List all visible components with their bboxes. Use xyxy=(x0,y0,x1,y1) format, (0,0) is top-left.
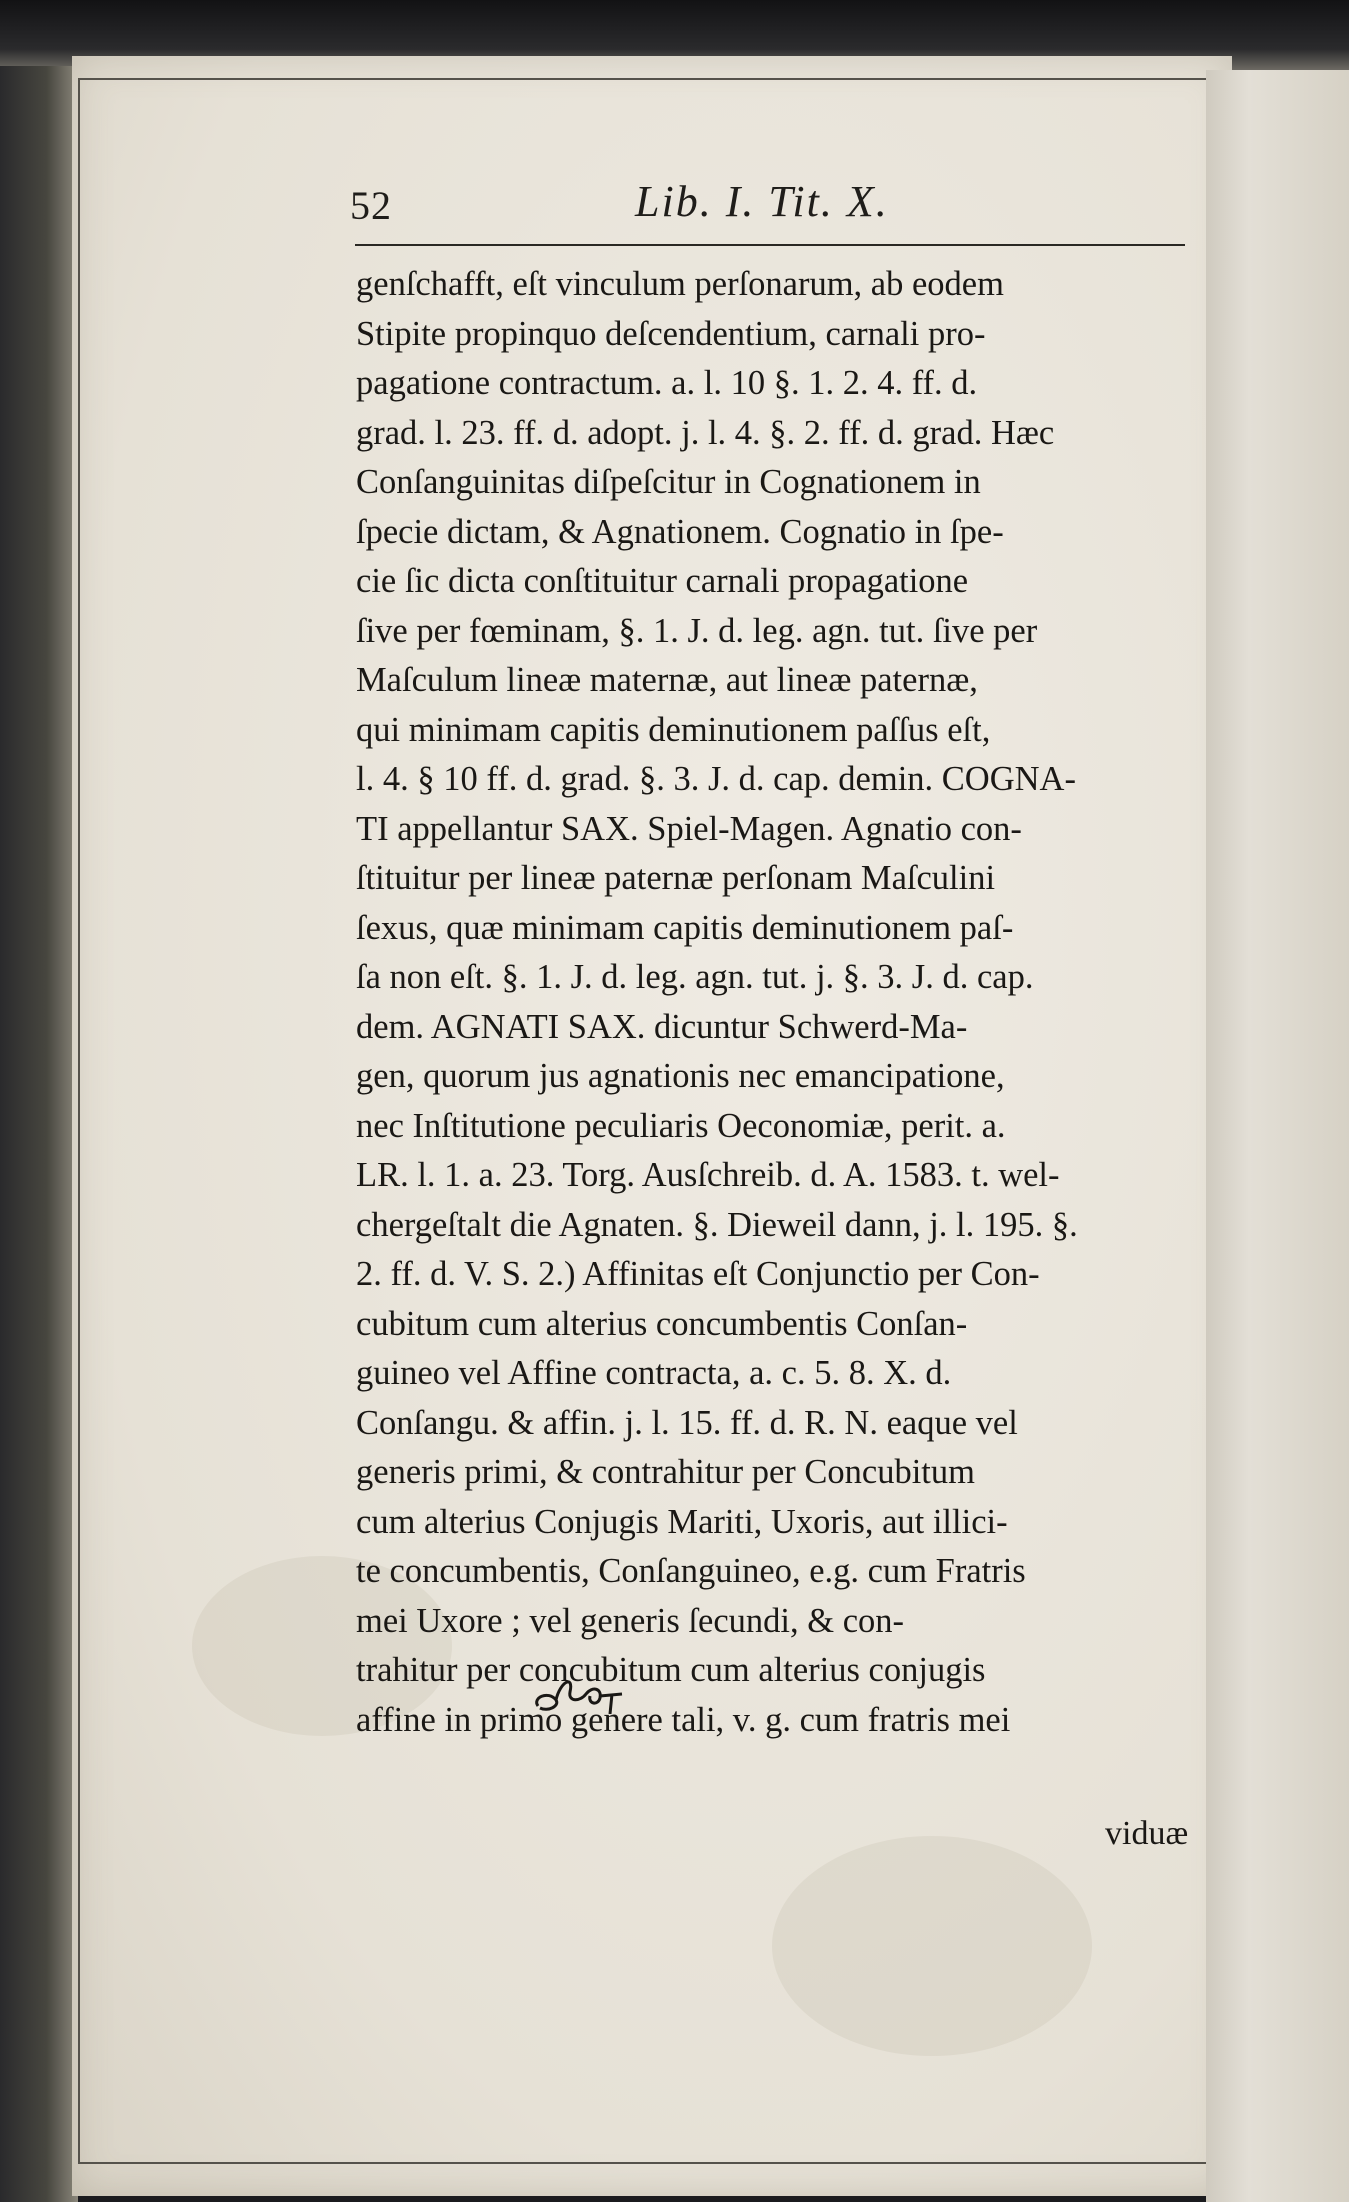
text-line: Conſanguinitas diſpeſcitur in Cognationem in xyxy=(356,463,981,501)
abbreviation-glyph-icon xyxy=(530,1668,630,1718)
text-line: ſexus, quæ minimam capitis deminutionem paſ- xyxy=(356,908,1014,947)
text-line: cubitum cum alterius concumbentis Conſan- xyxy=(356,1304,968,1343)
text-line: te concumbentis, Conſanguineo, e.g. cum Fratris xyxy=(356,1552,1026,1590)
text-line: affine in primo genere tali, v. g. cum fratris mei xyxy=(356,1700,1011,1739)
text-line: ſtituitur per lineæ paternæ perſonam Maſculini xyxy=(356,859,996,897)
text-line: dem. AGNATI SAX. dicuntur Schwerd-Ma- xyxy=(356,1007,968,1046)
text-line: Maſculum lineæ maternæ, aut lineæ paternæ, xyxy=(356,661,978,699)
next-page-edge xyxy=(1206,70,1349,2202)
text-line: Conſangu. & affin. j. l. 15. ff. d. R. N. eaque vel xyxy=(356,1403,1018,1442)
text-line: LR. l. 1. a. 23. Torg. Ausſchreib. d. A. 1583. t. wel- xyxy=(356,1156,1060,1194)
text-line: cum alterius Conjugis Mariti, Uxoris, aut illici- xyxy=(356,1502,1008,1541)
text-line: ſpecie dictam, & Agnationem. Cognatio in ſpe- xyxy=(356,512,1004,551)
page-number: 52 xyxy=(350,183,392,228)
text-line: TI appellantur SAX. Spiel-Magen. Agnatio con- xyxy=(356,809,1022,848)
text-line: nec Inſtitutione peculiaris Oeconomiæ, perit. a. xyxy=(356,1106,1006,1145)
text-line: genſchafft, eſt vinculum perſonarum, ab eodem xyxy=(356,265,1004,303)
text-line: ſive per fœminam, §. 1. J. d. leg. agn. tut. ſive per xyxy=(356,611,1038,650)
text-line: gen, quorum jus agnationis nec emancipatione, xyxy=(356,1057,1005,1095)
text-line: l. 4. § 10 ff. d. grad. §. 3. J. d. cap. demin. COGNA- xyxy=(356,760,1076,798)
text-line: qui minimam capitis deminutionem paſſus eſt, xyxy=(356,710,991,749)
text-line: mei Uxore ; vel generis ſecundi, & con- xyxy=(356,1601,904,1640)
text-line: 2. ff. d. V. S. 2.) Affinitas eſt Conjunctio per Con- xyxy=(356,1255,1040,1293)
page-header xyxy=(350,172,1210,228)
header-rule xyxy=(355,244,1185,246)
text-line: trahitur per concubitum cum alterius conjugis xyxy=(356,1651,986,1689)
text-line: generis primi, & contrahitur per Concubitum xyxy=(356,1453,975,1491)
running-title: Lib. I. Tit. X. xyxy=(635,177,889,226)
text-line: Stipite propinquo deſcendentium, carnali pro- xyxy=(356,314,986,353)
text-line: cie ſic dicta conſtituitur carnali propagatione xyxy=(356,562,969,600)
text-line: grad. l. 23. ff. d. adopt. j. l. 4. §. 2. ff. d. grad. Hæc xyxy=(356,413,1055,452)
text-line: pagatione contractum. a. l. 10 §. 1. 2. 4. ff. d. xyxy=(356,364,978,402)
text-line: ſa non eſt. §. 1. J. d. leg. agn. tut. j. §. 3. J. d. cap. xyxy=(356,958,1034,996)
book-gutter xyxy=(0,66,78,2202)
catchword: viduæ xyxy=(1105,1815,1189,1852)
text-line: guineo vel Affine contracta, a. c. 5. 8. X. d. xyxy=(356,1354,952,1392)
body-text xyxy=(356,260,1196,1745)
text-line: chergeſtalt die Agnaten. §. Dieweil dann, j. l. 195. §. xyxy=(356,1205,1078,1244)
